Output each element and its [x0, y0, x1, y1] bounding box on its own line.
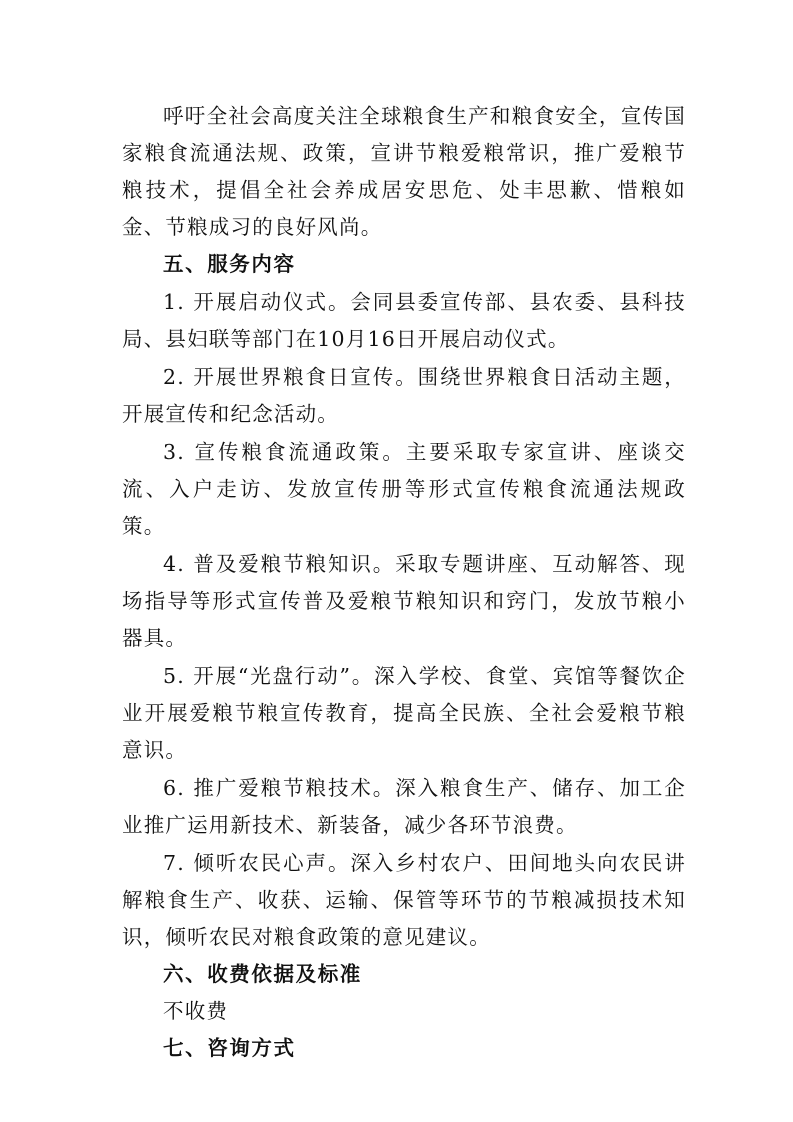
service-item-1: 1. 开展启动仪式。会同县委宣传部、县农委、县科技局、县妇联等部门在10月16日开展启动仪式。 [122, 290, 686, 351]
fee-statement: 不收费 [163, 999, 229, 1023]
section-7-heading: 七、咨询方式 [163, 1036, 296, 1060]
service-item-7: 7. 倾听农民心声。深入乡村农户、田间地头向农民讲解粮食生产、收获、运输、保管等环节的节粮减损技术知识，倾听农民对粮食政策的意见建议。 [122, 851, 686, 949]
intro-paragraph: 呼吁全社会高度关注全球粮食生产和粮食安全，宣传国家粮食流通法规、政策，宣讲节粮爱粮常识，推广爱粮节粮技术，提倡全社会养成居安思危、处丰思歉、惜粮如金、节粮成习的良好风尚。 [122, 104, 686, 239]
service-item-2: 2. 开展世界粮食日宣传。围绕世界粮食日活动主题，开展宣传和纪念活动。 [122, 365, 686, 426]
document-page [122, 98, 686, 1067]
service-item-4: 4. 普及爱粮节粮知识。采取专题讲座、互动解答、现场指导等形式宣传普及爱粮节粮知识和窍门，发放节粮小器具。 [122, 552, 686, 650]
section-5-heading: 五、服务内容 [163, 252, 296, 276]
section-6-heading: 六、收费依据及标准 [163, 962, 362, 986]
service-item-5: 5. 开展“光盘行动”。深入学校、食堂、宾馆等餐饮企业开展爱粮节粮宣传教育，提高全民族、全社会爱粮节粮意识。 [122, 664, 686, 762]
service-item-6: 6. 推广爱粮节粮技术。深入粮食生产、储存、加工企业推广运用新技术、新装备，减少各环节浪费。 [122, 776, 686, 837]
service-item-3: 3. 宣传粮食流通政策。主要采取专家宣讲、座谈交流、入户走访、发放宣传册等形式宣传粮食流通法规政策。 [122, 440, 686, 538]
